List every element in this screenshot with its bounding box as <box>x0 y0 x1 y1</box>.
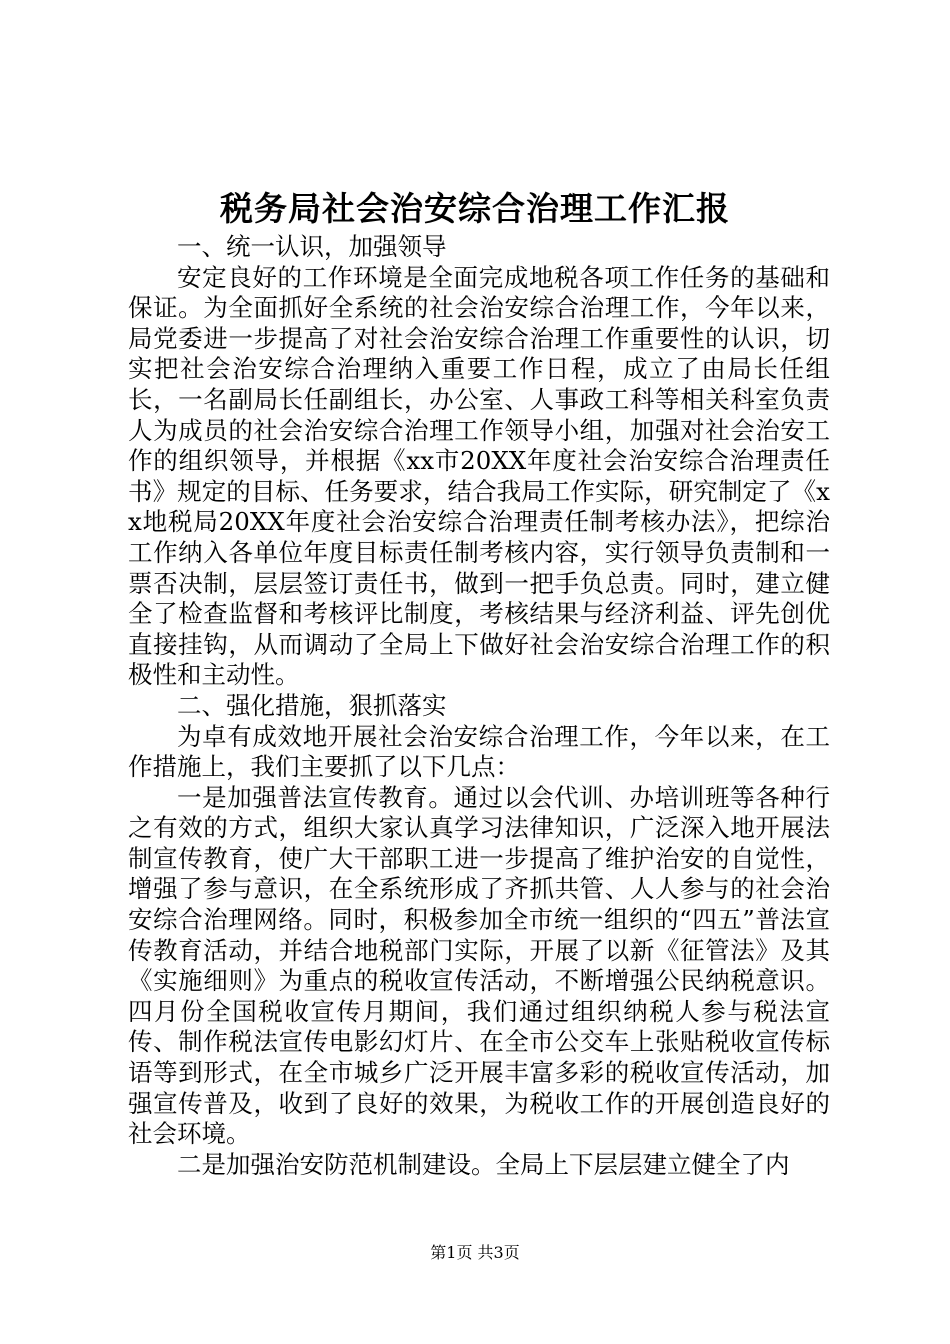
document-body <box>128 232 830 1180</box>
body-paragraph: 安定良好的工作环境是全面完成地税各项工作任务的基础和保证。为全面抓好全系统的社会治安综合治理工作，今年以来，局党委进一步提高了对社会治安综合治理工作重要性的认识，切实把社会治安综合治理纳入重要工作日程，成立了由局长任组长，一名副局长任副组长，办公室、人事政工科等相关科室负责人为成员的社会治安综合治理工作领导小组，加强对社会治安工作的组织领导，并根据《xx市20XX年度社会治安综合治理责任书》规定的目标、任务要求，结合我局工作实际，研究制定了《xx地税局20XX年度社会治安综合治理责任制考核办法》，把综治工作纳入各单位年度目标责任制考核内容，实行领导负责制和一票否决制，层层签订责任书，做到一把手负总责。同时，建立健全了检查监督和考核评比制度，考核结果与经济利益、评先创优直接挂钩，从而调动了全局上下做好社会治安综合治理工作的积极性和主动性。 <box>128 262 830 690</box>
section-heading-1: 一、统一认识，加强领导 <box>177 232 447 261</box>
body-paragraph: 二是加强治安防范机制建设。全局上下层层建立健全了内 <box>177 1149 790 1179</box>
body-paragraph: 为卓有成效地开展社会治安综合治理工作，今年以来，在工作措施上，我们主要抓了以下几点： <box>128 721 830 782</box>
document-title: 税务局社会治安综合治理工作汇报 <box>220 189 730 228</box>
page-number-footer: 第1页 共3页 <box>430 1243 520 1262</box>
section-heading-2: 二、强化措施，狠抓落实 <box>177 690 447 720</box>
body-paragraph: 一是加强普法宣传教育。通过以会代训、办培训班等各种行之有效的方式，组织大家认真学习法律知识，广泛深入地开展法制宣传教育，使广大干部职工进一步提高了维护治安的自觉性，增强了参与意识，在全系统形成了齐抓共管、人人参与的社会治安综合治理网络。同时，积极参加全市统一组织的“四五”普法宣传教育活动，并结合地税部门实际，开展了以新《征管法》及其《实施细则》为重点的税收宣传活动，不断增强公民纳税意识。四月份全国税收宣传月期间，我们通过组织纳税人参与税法宣传、制作税法宣传电影幻灯片、在全市公交车上张贴税收宣传标语等到形式，在全市城乡广泛开展丰富多彩的税收宣传活动，加强宣传普及，收到了良好的效果，为税收工作的开展创造良好的社会环境。 <box>128 782 830 1149</box>
